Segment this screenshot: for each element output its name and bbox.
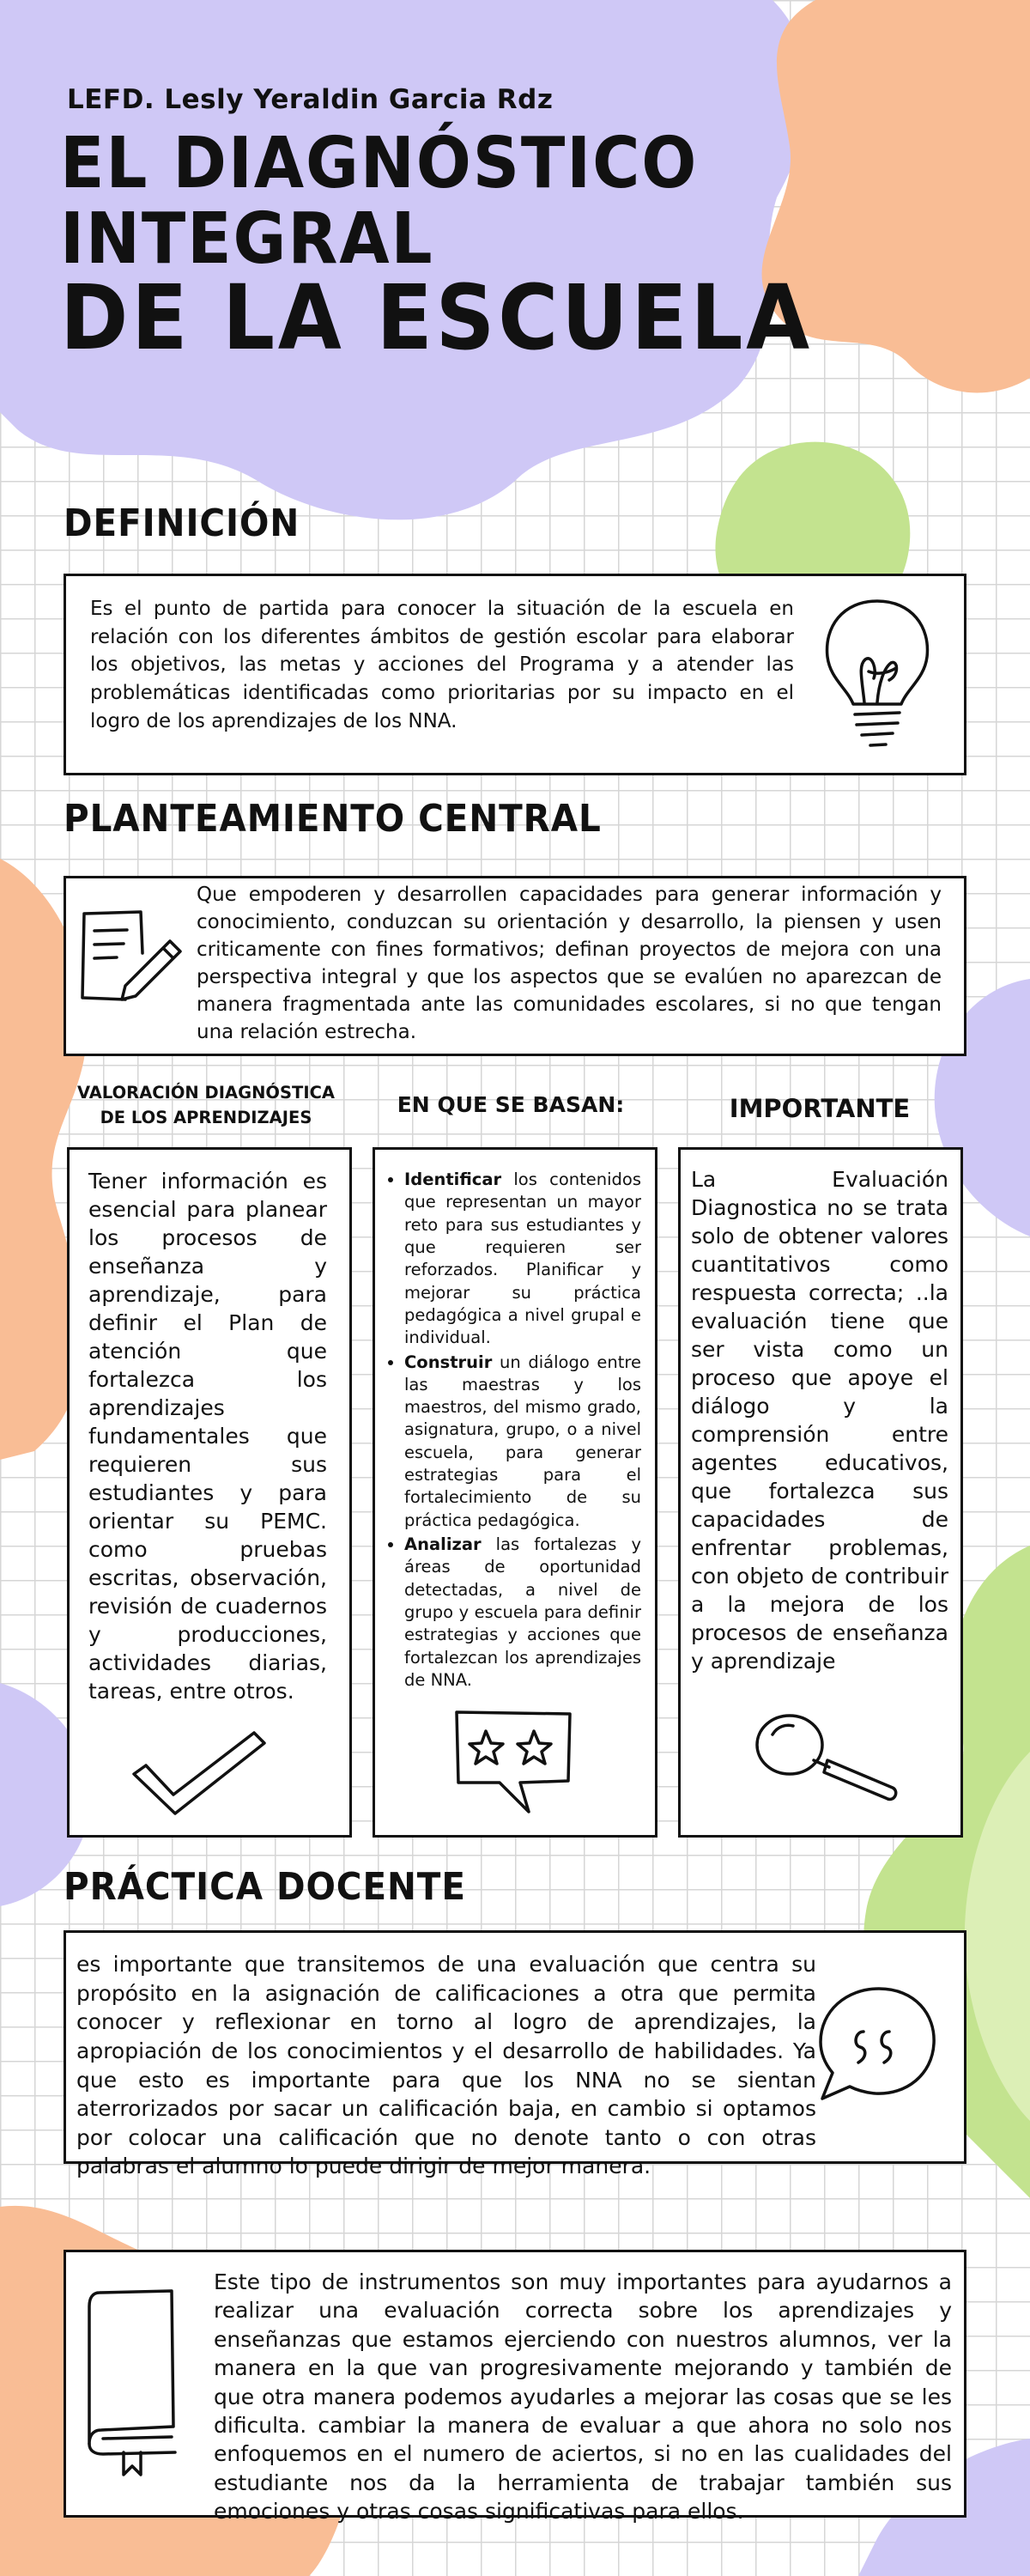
valoracion-heading-line-2: DE LOS APRENDIZAJES	[100, 1108, 312, 1128]
author-name: LEFD. Lesly Yeraldin Garcia Rdz	[67, 84, 554, 115]
planteamiento-text: Que empoderen y desarrollen capacidades para generar información y conocimiento, conduzcan su orientación y desarrollo, la piensen y usen criticamente con fines formativos; definan proyectos de mejora con una perspectiva integral y que los aspectos que se evalúen no aparezcan de manera fragmentada ante las comunidades escolares, si no que tengan una relación estrecha.	[197, 884, 942, 1043]
practica-text: es importante que transitemos de una evaluación que centra su propósito en la asignación de calificaciones a otra que permita conocer y reflexionar en torno al logro de aprendizajes, la apropiación de los conocimientos y el desarrollo de habilidades. Ya que esto es importante para que los NNA no se sientan aterrorizados por sacar un calificación baja, en cambio si optamos por colocar una calificación que no denote tanto o con otras palabras el alumno lo puede dirigir de mejor manera.	[76, 1952, 816, 2179]
planteamiento-heading: PLANTEAMIENTO CENTRAL	[64, 797, 602, 841]
quote-bubble-icon	[814, 1980, 942, 2109]
magnifier-icon	[748, 1709, 903, 1803]
basan-item: • Analizar las fortalezas y áreas de oportunidad detectadas, a nivel de grupo y escuela para definir estrategias y acciones que fortalezcan los aprendizajes de NNA.	[404, 1534, 641, 1692]
basan-heading: EN QUE SE BASAN:	[397, 1092, 625, 1117]
valoracion-heading-line-1: VALORACIÓN DIAGNÓSTICA	[77, 1083, 335, 1103]
importante-text: La Evaluación Diagnostica no se trata solo de obtener valores cuantitativos como respuesta correcta; ..la evaluación tiene que ser vista como un proceso que apoye el diálogo y la comprensión entre agentes educativos, que fortalezca sus capacidades de enfrentar problemas, con objeto de contribuir a la mejora de los procesos de enseñanza y aprendizaje	[691, 1167, 948, 1674]
page-title-line-1: EL DIAGNÓSTICO	[60, 123, 699, 204]
valoracion-text: Tener información es esencial para planear los procesos de enseñanza y aprendizaje, para definir el Plan de atención que fortalezca los aprendizajes fundamentales que requieren sus estudiantes y para orientar su PEMC. como pruebas escritas, observación, revisión de cuadernos y producciones, actividades diarias, tareas, entre otros.	[88, 1169, 327, 1704]
basan-item: • Construir un diálogo entre las maestras y los maestros, del mismo grado, asignatura, grupo, o a nivel escuela, para generar estrategias para el fortalecimiento de su práctica pedagógica.	[404, 1352, 641, 1533]
definicion-text: Es el punto de partida para conocer la situación de la escuela en relación con los diferentes ámbitos de gestión escolar para elaborar los objetivos, las metas y acciones del Programa y a atender las problemáticas identificadas como prioritarias por su impacto en el logro de los aprendizajes de los NNA.	[90, 598, 794, 732]
lightbulb-icon	[817, 592, 937, 756]
practica-heading: PRÁCTICA DOCENTE	[64, 1865, 466, 1909]
instrumentos-card	[64, 2250, 966, 2524]
basan-item: • Identificar los contenidos que representan un mayor reto para sus estudiantes y que requieren ser reforzados. Planificar y mejorar su práctica pedagógica a nivel grupal e individual.	[404, 1169, 641, 1350]
page-title-line-3: DE LA ESCUELA	[60, 265, 813, 370]
star-rating-icon	[450, 1707, 579, 1819]
page-title-line-2: INTEGRAL	[60, 198, 434, 280]
checkmark-icon	[127, 1726, 273, 1820]
valoracion-heading	[69, 1080, 343, 1131]
importante-heading: IMPORTANTE	[729, 1094, 911, 1123]
document-pencil-icon	[74, 902, 185, 1013]
planteamiento-card	[64, 876, 966, 1056]
definicion-heading: DEFINICIÓN	[64, 501, 300, 545]
instrumentos-text: Este tipo de instrumentos son muy importantes para ayudarnos a realizar una evaluación correcta sobre los aprendizajes y enseñanzas que estamos ejerciendo con nuestros alumnos, ver la manera en la que van progresivamente mejorando y también de que otra manera podemos ayudarles a mejorar las cosas que se les dificulta. cambiar la manera de evaluar a que ahora no solo nos enfoquemos en el numero de aciertos, si no en las cualidades del estudiante nos da la herramienta de trabajar también sus emociones y otras cosas significativas para ellos.	[214, 2269, 952, 2524]
book-icon	[82, 2284, 185, 2482]
basan-list	[387, 1169, 641, 1693]
